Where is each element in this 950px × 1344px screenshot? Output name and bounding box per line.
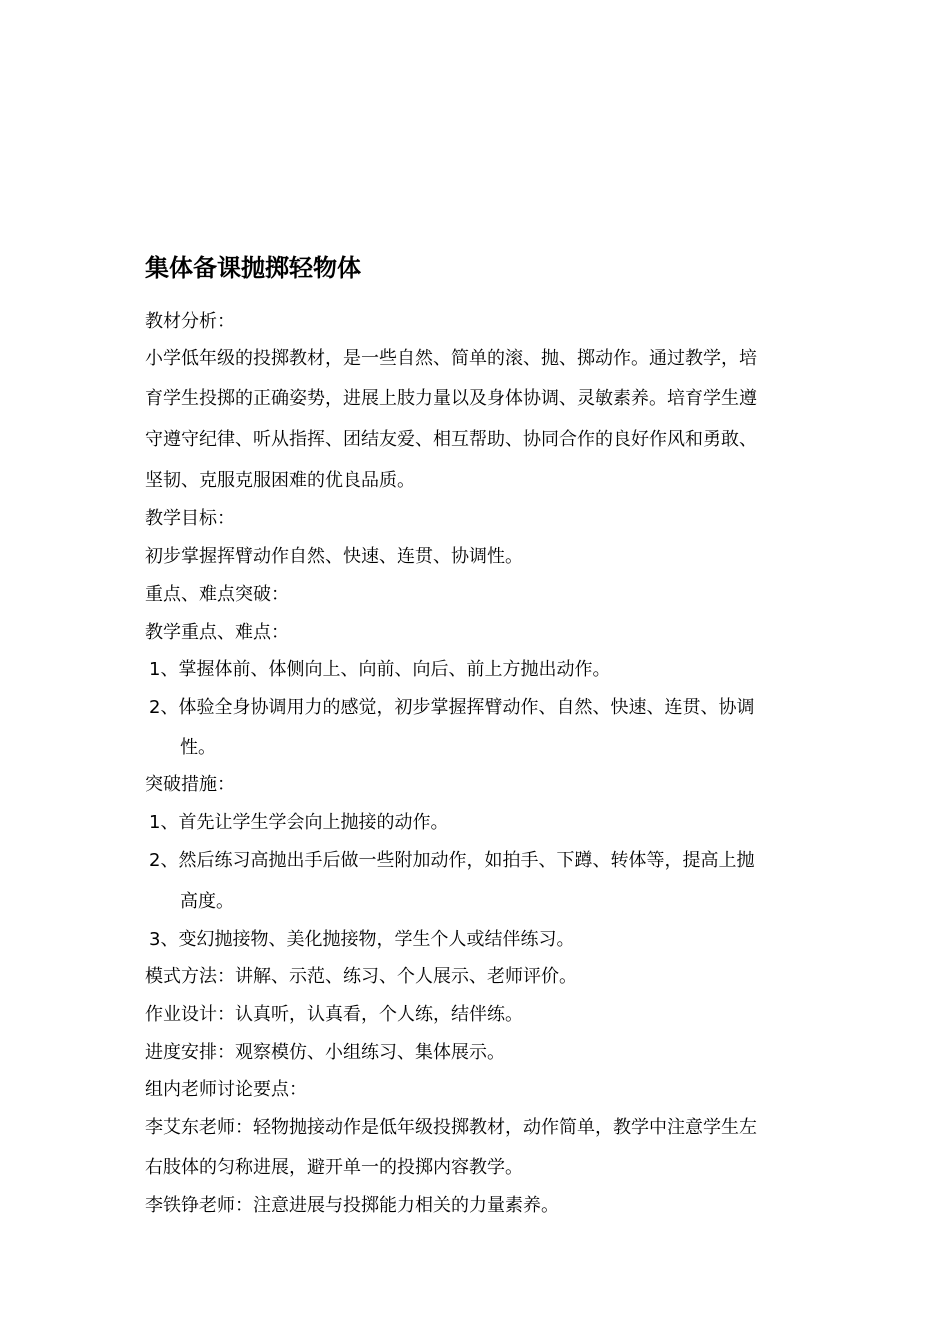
section-heading-discussion: 组内老师讨论要点： [145,1079,307,1100]
paragraph-line: 育学生投掷的正确姿势，进展上肢力量以及身体协调、灵敏素养。培育学生遵 [145,388,757,409]
paragraph-line: 坚韧、克服克服困难的优良品质。 [145,470,415,491]
paragraph-line: 小学低年级的投掷教材，是一些自然、简单的滚、抛、掷动作。通过教学，培 [145,348,757,369]
list-item-continuation: 高度。 [180,891,234,912]
list-item: 2、体验全身协调用力的感觉，初步掌握挥臂动作、自然、快速、连贯、协调 [149,697,755,718]
section-heading-key-points: 重点、难点突破： [145,584,289,605]
paragraph-line: 李艾东老师：轻物抛接动作是低年级投掷教材，动作简单，教学中注意学生左 [145,1117,757,1138]
list-item: 3、变幻抛接物、美化抛接物，学生个人或结伴练习。 [149,929,575,950]
section-heading-teaching-goal: 教学目标： [145,508,235,529]
paragraph-line-schedule: 进度安排：观察模仿、小组练习、集体展示。 [145,1042,505,1063]
paragraph-line-method: 模式方法：讲解、示范、练习、个人展示、老师评价。 [145,966,577,987]
section-heading-material-analysis: 教材分析： [145,311,235,332]
list-item: 1、掌握体前、体侧向上、向前、向后、前上方抛出动作。 [149,659,611,680]
list-item: 2、然后练习高抛出手后做一些附加动作，如拍手、下蹲、转体等，提高上抛 [149,850,755,871]
paragraph-line: 右肢体的匀称进展，避开单一的投掷内容教学。 [145,1157,523,1178]
list-item-continuation: 性。 [180,737,216,758]
document-page [145,0,805,1344]
paragraph-line: 守遵守纪律、听从指挥、团结友爱、相互帮助、协同合作的良好作风和勇敢、 [145,429,757,450]
paragraph-line-homework: 作业设计：认真听，认真看，个人练，结伴练。 [145,1004,523,1025]
section-heading-key-difficult: 教学重点、难点： [145,622,289,643]
document-title: 集体备课抛掷轻物体 [145,254,361,282]
section-heading-measures: 突破措施： [145,774,235,795]
paragraph-line: 李铁铮老师：注意进展与投掷能力相关的力量素养。 [145,1195,559,1216]
paragraph-line: 初步掌握挥臂动作自然、快速、连贯、协调性。 [145,546,523,567]
list-item: 1、首先让学生学会向上抛接的动作。 [149,812,449,833]
